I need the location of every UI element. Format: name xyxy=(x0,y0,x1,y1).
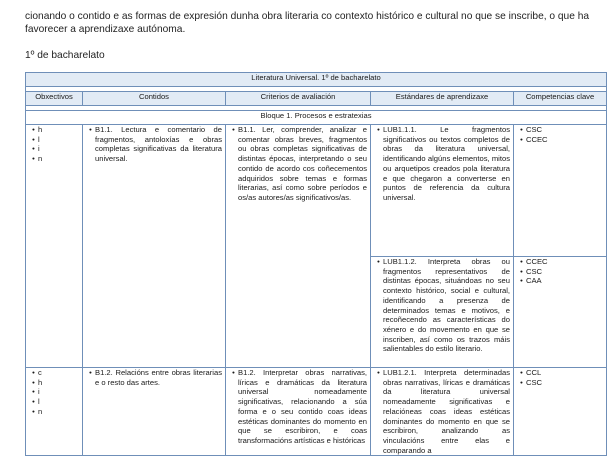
competency-item: • CSC xyxy=(520,377,543,387)
column-header-standards: Estándares de aprendizaxe xyxy=(371,92,514,106)
block-title: Bloque 1. Procesos e estratexias xyxy=(26,111,607,125)
objective-item: • l xyxy=(32,134,40,144)
objective-item: • n xyxy=(32,406,43,416)
objectives-cell xyxy=(26,125,83,368)
objectives-cell xyxy=(26,368,83,456)
competency-item: • CCL xyxy=(520,368,542,377)
standard-cell: • LUB1.1.2. Interpreta obras ou fragmentos representativos de distintas épocas, situándoas no seu contexto histórico, social e cultural, identificando a presenza de determinados temas e motivos, e recoñecendo as características do xénero e do movemento en que se inscriben, así como os trazos máis salientables do estilo literario. xyxy=(371,257,514,368)
objective-item: • l xyxy=(32,397,40,407)
objective-item: • i xyxy=(32,387,40,397)
competency-item: • CSC xyxy=(520,125,543,134)
competencies-cell xyxy=(514,125,607,257)
competency-item: • CCEC xyxy=(520,134,548,144)
objective-item: • n xyxy=(32,154,43,164)
criterion-cell: • B1.1. Ler, comprender, analizar e comentar obras breves, fragmentos ou obras completas significativas de distintas épocas, interpretando o seu contido de acordo cos coñecementos adquiridos sobre temas e formas literarias, así como sobre períodos e os/as autores/as significativos/as. xyxy=(226,125,371,368)
column-header-objectives: Obxectivos xyxy=(26,92,83,106)
table-row xyxy=(26,125,607,257)
table-title: Literatura Universal. 1º de bacharelato xyxy=(26,73,607,87)
intro-paragraph: cionando o contido e as formas de expresión dunha obra literaria co contexto histórico e cultural no que se inscribe, o que ha favorecer a aprendizaxe autónoma. xyxy=(25,11,590,35)
criterion-cell: • B1.2. Interpretar obras narrativas, líricas e dramáticas da literatura universal nomeadamente significativas, relacionando a súa forma e o seu contido coas ideas estéticas dominantes do momento en que se escribiron, e coas transformacións artísticas e históricas xyxy=(226,368,371,456)
column-header-contents: Contidos xyxy=(83,92,226,106)
column-header-competencies: Competencias clave xyxy=(514,92,607,106)
objective-item: • i xyxy=(32,144,40,154)
standard-cell: • LUB1.2.1. Interpreta determinadas obras narrativas, líricas e dramáticas da literatura universal nomeadamente significativas e relacióneas coas ideas estéticas dominantes do momento en que se escribiron, analizando as vinculacións entre elas e comparando a xyxy=(371,368,514,456)
objective-item: • h xyxy=(32,125,43,134)
competency-item: • CSC xyxy=(520,266,543,276)
competency-item: • CCEC xyxy=(520,257,548,266)
course-heading: 1º de bacharelato xyxy=(25,50,105,61)
standard-cell: • LUB1.1.1. Le fragmentos significativos ou textos completos de obras da literatura universal, identificando algúns elementos, mitos ou arquetipos creados pola literatura e que chegaron a converterse en puntos de referencia da cultura universal. xyxy=(371,125,514,257)
column-header-criteria: Criterios de avaliación xyxy=(226,92,371,106)
competencies-cell xyxy=(514,368,607,456)
content-cell: • B1.1. Lectura e comentario de fragmentos, antoloxías e obras completas significativas da literatura universal. xyxy=(83,125,226,368)
table-row xyxy=(26,368,607,456)
competency-item: • CAA xyxy=(520,276,542,286)
competencies-cell xyxy=(514,257,607,368)
curriculum-table xyxy=(25,72,607,456)
content-cell: • B1.2. Relacións entre obras literarias e o resto das artes. xyxy=(83,368,226,456)
objective-item: • c xyxy=(32,368,42,377)
objective-item: • h xyxy=(32,377,43,387)
